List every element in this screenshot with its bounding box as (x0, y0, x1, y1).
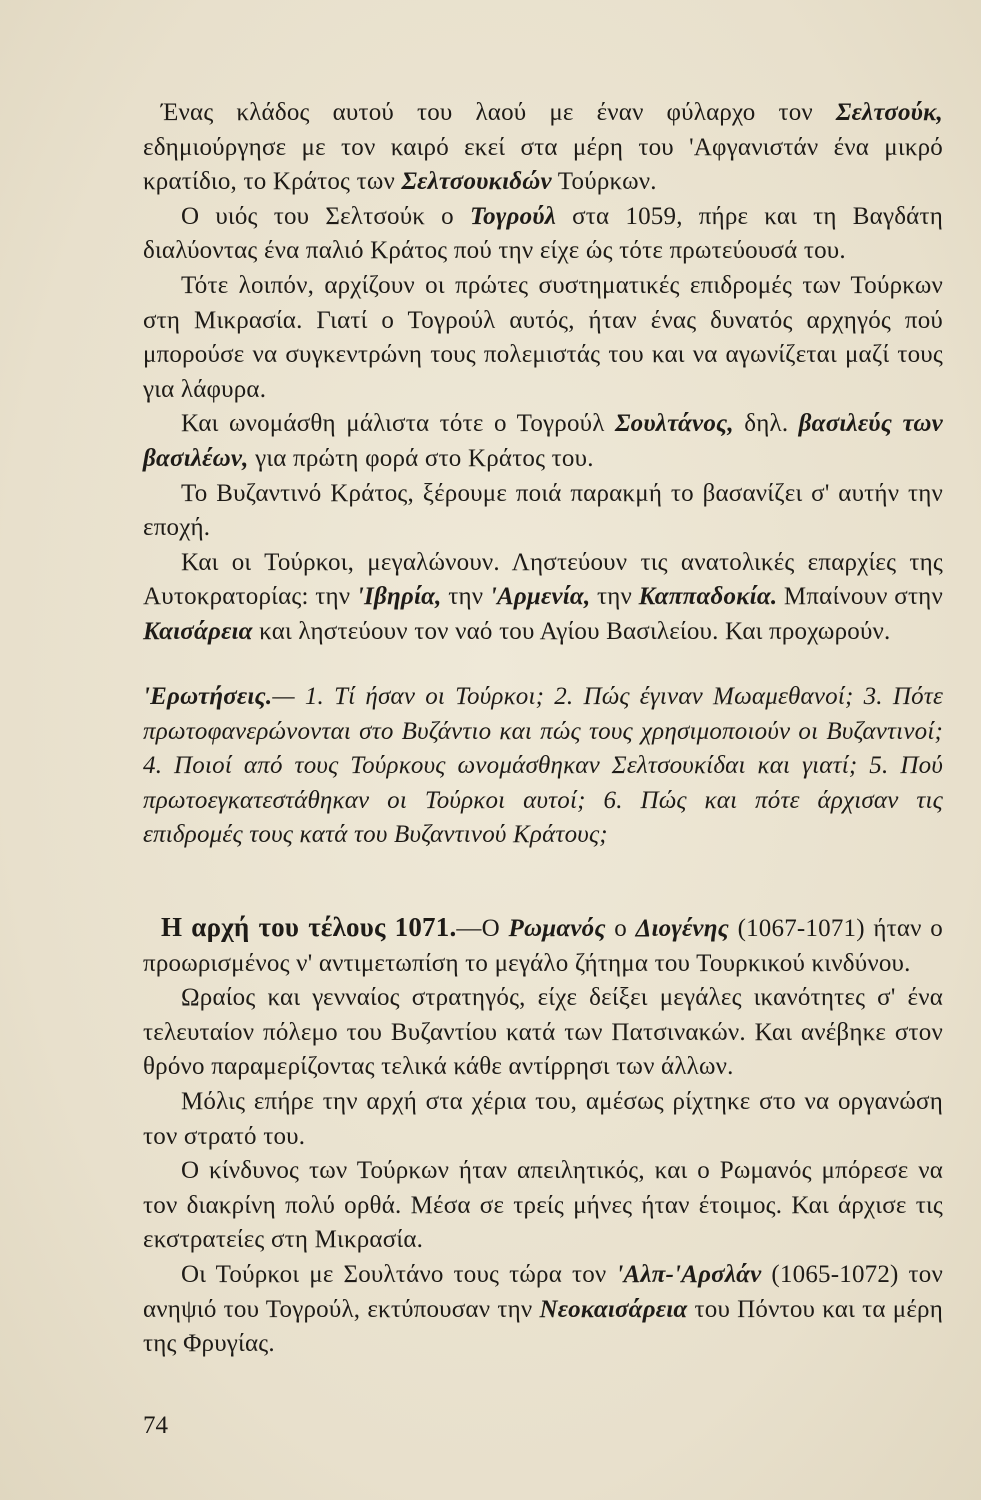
text-run: στα 1059, πήρε και τη Βαγδάτη διαλύοντας ένα παλιό Κράτος πού την είχε ώς τότε πρωτεύουσά του. (143, 202, 943, 265)
emphasis-cappadocia: Καππαδοκία. (638, 583, 778, 611)
text-run: Και ωνομάσθη μάλιστα τότε ο Τογρούλ (181, 410, 615, 438)
paragraph-raids: Τότε λοιπόν, αρχίζουν οι πρώτες συστηματικές επιδρομές των Τούρκων στη Μικρασία. Γιατί ο Τογρούλ αυτός, ήταν ένας δυνατός αρχηγός πού μπορούσε να συγκεντρώνη τους πολεμιστάς του και να αγωνίζεται μαζί τους για λάφυρα. (143, 271, 943, 403)
text-run: Και οι Τούρκοι, μεγαλώνουν. Ληστεύουν τις ανατολικές επαρχίες της Αυτοκρατορίας: την (143, 548, 943, 611)
text-run: εδημιούργησε με τον καιρό εκεί στα μέρη του 'Αφγανιστάν ένα μικρό κρατίδιο, το Κράτος των (143, 133, 943, 196)
paragraph-sultan (143, 407, 943, 476)
emphasis-caesarea: Καισάρεια (143, 617, 253, 645)
emphasis-armenia: 'Αρμενία, (489, 583, 591, 611)
emphasis-alp-arslan: 'Αλπ-'Αρσλάν (616, 1260, 762, 1288)
text-run: ο (605, 915, 636, 942)
paragraph-alp-arslan (143, 1258, 943, 1362)
section-heading: Η αρχή του τέλους 1071. (161, 912, 457, 942)
text-run: (1065-1072) τον ανηψιό του Τογρούλ, εκτύπουσαν την (143, 1260, 943, 1323)
text-run: Οι Τούρκοι με Σουλτάνο τους τώρα τον (181, 1260, 617, 1288)
text-run: Ένας κλάδος αυτού του λαού με έναν φύλαρχο τον (161, 99, 836, 126)
text-run: Τούρκων. (551, 168, 657, 196)
text-run: (1067-1071) ήταν ο προωρισμένος ν' αντιμετωπίση το μεγάλο ζήτημα του Τουρκικού κινδύνου. (143, 915, 943, 977)
paragraph-romanos (143, 910, 943, 981)
questions-paragraph (143, 680, 943, 853)
text-run: και ληστεύουν τον ναό του Αγίου Βασιλείου. Και προχωρούν. (252, 617, 891, 645)
text-run: —Ο (456, 915, 509, 942)
paragraph-byzantium: Το Βυζαντινό Κράτος, ξέρουμε ποιά παρακμή το βασανίζει σ' αυτήν την εποχή. (143, 479, 943, 542)
paragraph-general: Ωραίος και γενναίος στρατηγός, είχε δείξει μεγάλες ικανότητες σ' ένα τελευταίον πόλεμο του Βυζαντίου κατά των Πατσινακών. Και ανέβηκε στον θρόνο παραμερίζοντας τελικά κάθε αντίρρησι των άλλων. (143, 984, 943, 1081)
paragraph-provinces (143, 546, 943, 650)
text-run: δηλ. (733, 410, 799, 438)
narrative-section (143, 96, 943, 650)
questions-label: 'Ερωτήσεις. (143, 683, 273, 710)
emphasis-sultan: Σουλτάνος, (614, 410, 734, 438)
text-run: για πρώτη φορά στο Κράτος του. (248, 444, 594, 472)
text-run: Ο υιός του Σελτσούκ ο (181, 202, 470, 230)
emphasis-iberia: 'Ιβηρία, (356, 583, 442, 611)
text-run: του Πόντου και τα μέρη της Φρυγίας. (143, 1295, 943, 1358)
emphasis-togrul: Τογρούλ (469, 202, 557, 230)
emphasis-diogenes: Διογένης (635, 915, 729, 942)
questions-section (143, 680, 943, 853)
paragraph-army: Μόλις επήρε την αρχή στα χέρια του, αμέσως ρίχτηκε στο να οργανώση τον στρατό του. (143, 1087, 943, 1150)
text-run: την (441, 583, 490, 611)
emphasis-romanos: Ρωμανός (508, 915, 606, 942)
text-run: Μπαίνουν στην (777, 583, 943, 611)
paragraph-seljuk (143, 96, 943, 200)
page-number: 74 (143, 1412, 168, 1439)
emphasis-seltsouk: Σελτσούκ, (835, 99, 943, 126)
emphasis-seltsoukids: Σελτσουκιδών (401, 168, 552, 196)
text-run: την (590, 583, 639, 611)
section-beginning-of-end (143, 910, 943, 1362)
paragraph-togrul (143, 200, 943, 269)
paragraph-danger: Ο κίνδυνος των Τούρκων ήταν απειλητικός, και ο Ρωμανός μπόρεσε να τον διακρίνη πολύ ορθά. Μέσα σε τρείς μήνες ήταν έτοιμος. Και άρχισε τις εκστρατείες στη Μικρασία. (143, 1157, 943, 1254)
emphasis-king-of-kings: βασιλεύς των βασιλέων, (143, 410, 943, 472)
questions-text: — 1. Τί ήσαν οι Τούρκοι; 2. Πώς έγιναν Μωαμεθανοί; 3. Πότε πρωτοφανερώνονται στο Βυζάντιο και πώς τους χρησιμοποιούν οι Βυζαντινοί; 4. Ποιοί από τους Τούρκους ωνομάσθηκαν Σελτσουκίδαι και γιατί; 5. Πού πρωτοεγκατεστάθηκαν οι Τούρκοι αυτοί; 6. Πώς και πότε άρχισαν τις επιδρομές τους κατά του Βυζαντινού Κράτους; (143, 683, 943, 849)
emphasis-neocaesarea: Νεοκαισάρεια (539, 1295, 688, 1323)
